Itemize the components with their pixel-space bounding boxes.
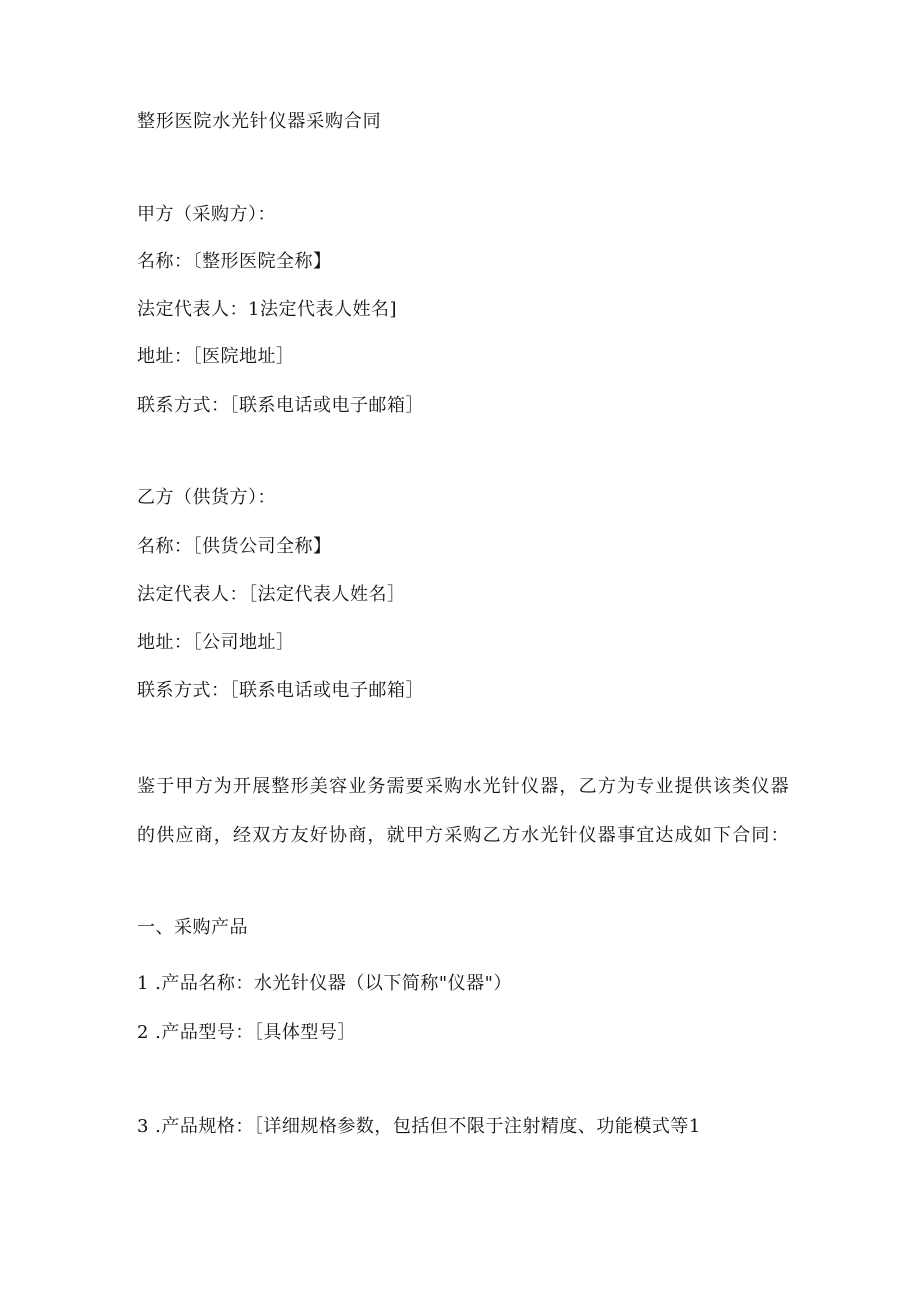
party-b-heading: 乙方（供货方）： [137, 487, 276, 508]
party-a-contact: 联系方式：［联系电话或电子邮箱］ [137, 395, 424, 416]
section-1-item-1: 1 .产品名称：水光针仪器（以下简称"仪器"） [137, 973, 512, 994]
party-b-name: 名称：［供货公司全称】 [137, 536, 332, 557]
party-a-heading: 甲方（采购方）： [137, 204, 276, 225]
party-b-contact: 联系方式：［联系电话或电子邮箱］ [137, 680, 424, 701]
party-a-name: 名称：〔整形医院全称】 [137, 251, 332, 272]
section-1-item-3: 3 .产品规格：［详细规格参数，包括但不限于注射精度、功能模式等1 [137, 1116, 701, 1137]
party-a-legal-rep: 法定代表人：1法定代表人姓名] [137, 299, 397, 320]
section-1-item-2: 2 .产品型号：［具体型号］ [137, 1022, 356, 1043]
party-a-address: 地址：［医院地址］ [137, 346, 295, 367]
party-b-address: 地址：［公司地址］ [137, 632, 295, 653]
party-b-legal-rep: 法定代表人：［法定代表人姓名］ [137, 584, 406, 605]
section-1-heading: 一、采购产品 [137, 917, 248, 938]
preamble-line-2: 的供应商，经双方友好协商，就甲方采购乙方水光针仪器事宜达成如下合同： [137, 825, 790, 846]
preamble-line-1: 鉴于甲方为开展整形美容业务需要采购水光针仪器，乙方为专业提供该类仪器 [137, 776, 790, 797]
document-title: 整形医院水光针仪器采购合同 [137, 111, 382, 132]
